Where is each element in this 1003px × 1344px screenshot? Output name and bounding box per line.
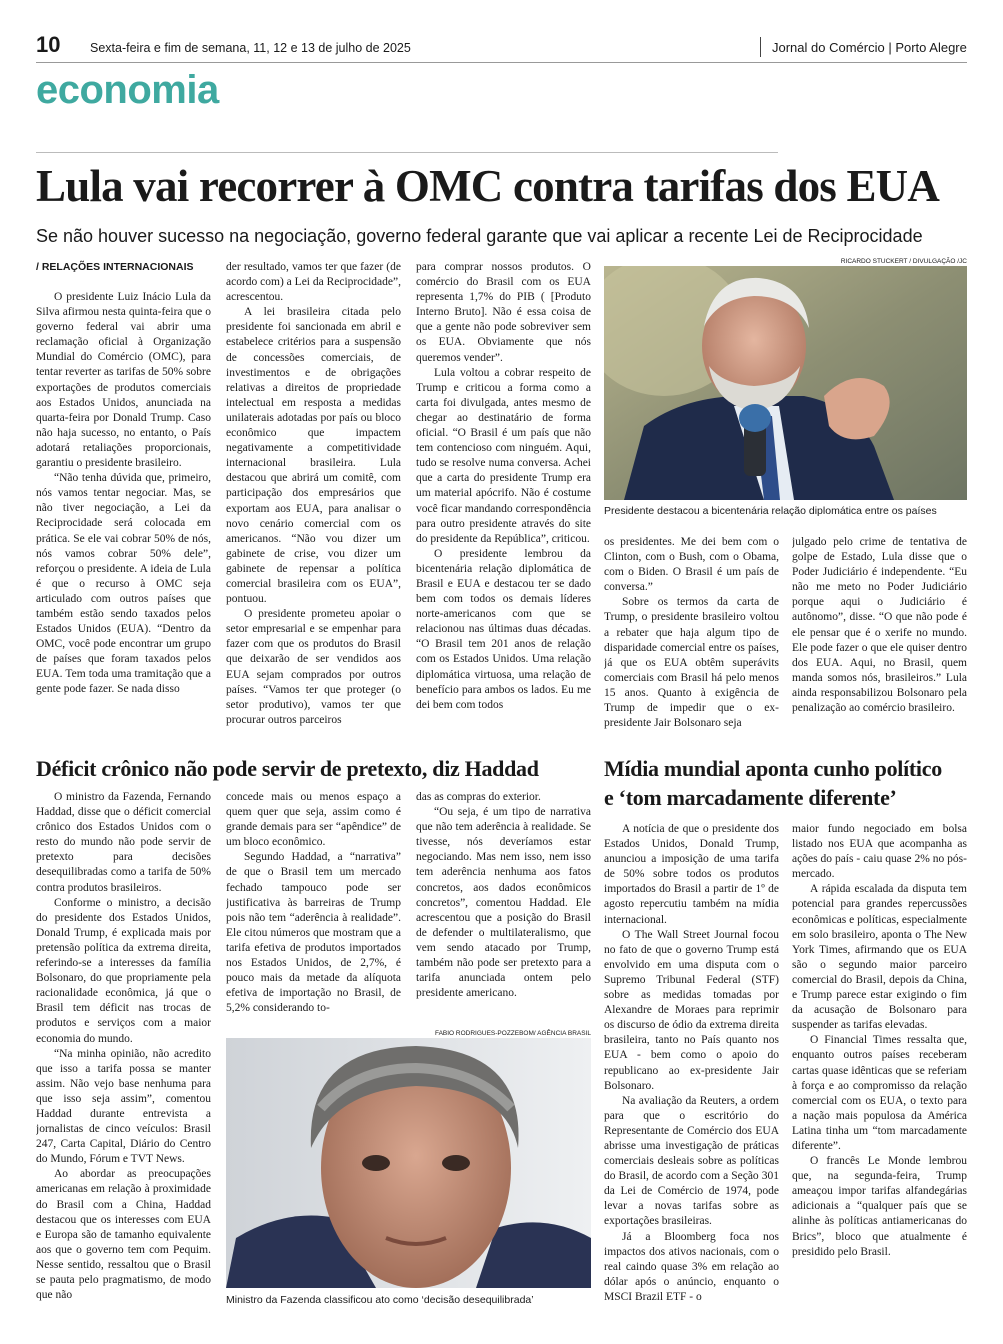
paragraph: “Na minha opinião, não acredito que isso a tarifa possa se manter assim. Não vejo base nenhuma para que isso seja assim”, comentou Haddad durante entrevista a jornalistas de cinco veículos: Brasil 247, Carta Capital, Diário do Centro do Mundo, Fórum e TVT News. (36, 1047, 211, 1166)
photo-caption: Ministro da Fazenda classificou ato como ‘decisão desequilibrada’ (226, 1294, 534, 1306)
haddad-column-3 (416, 790, 591, 1025)
photo-caption: Presidente destacou a bicentenária relação diplomática entre os países (604, 505, 937, 517)
paragraph: Sobre os termos da carta de Trump, o presidente brasileiro voltou a rebater que haja algum tipo de disparidade comercial entre os países, já que os EUA obtêm superávits comerciais com Brasil há pelo menos 15 anos. Quanto à exigência de Trump de impedir que o ex-presidente Jair Bolsonaro seja (604, 596, 779, 730)
paragraph: “Ou seja, é um tipo de narrativa que não tem aderência à realidade. Se tivesse, nós deveríamos estar negociando. Mas nem isso, nem isso tem aderência nenhuma aos fatos concretos, aos dados econômicos concretos”, comentou Haddad. Ele acrescentou que a posição do Brasil de defender o multilateralismo, que vem sendo atacado por Trump, também não pode ser pretexto para a tarifa anunciada ontem pelo presidente americano. (416, 806, 591, 1000)
main-column-4 (604, 535, 779, 735)
paragraph: os presidentes. Me dei bem com o Clinton, com o Bush, com o Obama, com o Biden. O Brasil é um país de conversa.” (604, 536, 779, 594)
section-title: economia (36, 68, 219, 112)
paragraph: Na avaliação da Reuters, a ordem para que o escritório do Representante de Comércio dos EUA abrisse uma investigação de práticas comerciais desleais sobre as políticas do Brasil, de acordo com a Seção 301 da Lei de Comércio de 1974, pode levar a novas tarifas sobre as exportações brasileiras. (604, 1094, 779, 1228)
paragraph: Lula voltou a cobrar respeito de Trump e criticou a forma como a carta foi divulgada, antes mesmo de chegar ao destinatário de forma oficial. “O Brasil é um país que não tem contencioso com ninguém. Aqui, tudo se resolve numa conversa. Achei que a carta do presidente Trump era um material apócrifo. Não é costume você ficar mandando correspondência para outro presidente através do site do presidente da República”, criticou. (416, 366, 591, 545)
paragraph: O ministro da Fazenda, Fernando Haddad, disse que o déficit comercial crônico dos Estados Unidos com o resto do mundo não pode servir de pretexto para decisões desequilibradas como a tarifa de 50% contra produtos brasileiros. (36, 791, 211, 894)
paragraph: concede mais ou menos espaço a quem quer que seja, assim como é grande demais para ser “apêndice” de um bloco econômico. (226, 791, 401, 849)
paragraph: Segundo Haddad, a “narrativa” de que o Brasil tem um mercado fechado tampouco pode ser justificativa às barreiras de Trump pois não tem “aderência à realidade”. Ele citou números que mostram que a tarifa efetiva de produtos importados nos Estados Unidos, de 2,7%, é pouco mais da metade da alíquota efetiva de importação no Brasil, de 5,2% considerando to- (226, 851, 401, 1015)
photo-credit: RICARDO STUCKERT / DIVULGAÇÃO /JC (840, 258, 967, 265)
paragraph: julgado pelo crime de tentativa de golpe de Estado, Lula disse que o Poder Judiciário é independente. “Eu não me meto no Poder Judiciário porque aqui o Judiciário é autônomo”, disse. “O que não pode é ele pensar que é o xerife no mundo. Ele pode fazer o que ele quiser dentro dos EUA. Aqui, no Brasil, quem manda somos nós, brasileiros.” Lula ainda responsabilizou Bolsonaro pela penalização ao comércio brasileiro. (792, 536, 967, 715)
page-number: 10 (36, 32, 61, 57)
paragraph: “Não tenha dúvida que, primeiro, nós vamos tentar negociar. Mas, se não tiver negociação, a Lei da Reciprocidade será colocada em prática. Se ele vai cobrar 50% de nós, nós vamos cobrar 50% dele”, reforçou o presidente. A ideia de Lula é que o recurso à OMC seja articulado com outros países que também estão sendo taxados pelos Estados Unidos (EUA). “Dentro da OMC, você pode encontrar um grupo de países que foram taxados pelos EUA. Tem toda uma tramitação que a gente pode fazer. Se nada disso (36, 472, 211, 696)
header-rule (36, 62, 967, 63)
photo-credit: FABIO RODRIGUES-POZZEBOM/ AGÊNCIA BRASIL (434, 1030, 591, 1037)
main-column-3 (416, 260, 591, 735)
midia-column-2 (792, 822, 967, 1312)
haddad-column-1 (36, 790, 211, 1310)
paragraph: Ao abordar as preocupações americanas em relação à proximidade do Brasil com a China, Haddad destacou que os interesses com EUA e Europa são de tamanho equivalente aos que o governo tem com Pequim. Nesse sentido, ressaltou que o Brasil se pauta pelo pragmatismo, de modo que não (36, 1168, 211, 1302)
paragraph: O presidente prometeu apoiar o setor empresarial e se empenhar para fazer com que os produtos do Brasil que deixarão de ser vendidos aos EUA sejam comprados por outros países. “Vamos ter que proteger (o setor produtivo), vamos ter que procurar outros parceiros (226, 608, 401, 726)
haddad-headline: Déficit crônico não pode servir de pretexto, diz Haddad (36, 756, 539, 781)
midia-headline-line-1: Mídia mundial aponta cunho político (604, 756, 942, 781)
paragraph: O The Wall Street Journal focou no fato de que o governo Trump está envolvido em uma disputa com o Supremo Tribunal Federal (STF) sobre as medidas tomadas por Alexandre de Moraes para reprimir os discurso de ódio da extrema direita brasileira, tanto no País quanto nos EUA - bem como o apoio do republicano ao ex-presidente Jair Bolsonaro. (604, 928, 779, 1092)
kicker: / RELAÇÕES INTERNACIONAIS (36, 261, 194, 273)
lula-photo (604, 266, 967, 500)
paragraph: O francês Le Monde lembrou que, na segunda-feira, Trump ameaçou impor tarifas alfandegárias adicionais a “qualquer país que se alinhe às políticas antiamericanas do Brics”, bloco que atualmente é presidido pelo Brasil. (792, 1155, 967, 1258)
paragraph: para comprar nossos produtos. O comércio do Brasil com os EUA representa 1,7% do PIB ( [Produto Interno Bruto]. Não é essa coisa de que a gente não pode sobreviver sem os EUA. Obviamente que nós queremos vender”. (416, 261, 591, 364)
paragraph: A notícia de que o presidente dos Estados Unidos, Donald Trump, anunciou a imposição de uma tarifa de 50% sobre todos os produtos importados do Brasil a partir de 1º de agosto repercutiu também na mídia internacional. (604, 823, 779, 926)
haddad-column-2 (226, 790, 401, 1025)
main-headline: Lula vai recorrer à OMC contra tarifas dos EUA (36, 161, 940, 211)
midia-column-1 (604, 822, 779, 1312)
paragraph: Já a Bloomberg foca nos impactos dos ativos nacionais, com o real caindo quase 3% em relação ao dólar após o anúncio, enquanto o MSCI Brazil ETF - o (604, 1230, 779, 1303)
header-separator (760, 37, 761, 57)
headline-rule (36, 152, 778, 153)
paragraph: maior fundo negociado em bolsa listado nos EUA que acompanha as ações do país - caiu quase 2% no pós-mercado. (792, 823, 967, 881)
paragraph: das as compras do exterior. (416, 791, 541, 803)
midia-headline (604, 754, 974, 812)
main-column-1 (36, 290, 211, 735)
main-subheadline: Se não houver sucesso na negociação, governo federal garante que vai aplicar a recente Lei de Reciprocidade (36, 226, 923, 246)
newspaper-name: Jornal do Comércio | Porto Alegre (772, 40, 967, 55)
paragraph: der resultado, vamos ter que fazer (de acordo com) a Lei da Reciprocidade”, acrescentou. (226, 261, 401, 304)
paragraph: O presidente Luiz Inácio Lula da Silva afirmou nesta quinta-feira que o governo federal vai abrir uma reclamação oficial à Organização Mundial do Comércio (OMC), para tentar reverter as tarifas de 50% sobre exportações de produtos comerciais aos Estados Unidos, anunciada na quarta-feira por Donald Trump. Caso não haja sucesso, no entanto, o País adotará retaliações proporcionais, garantiu o presidente brasileiro. (36, 291, 211, 470)
main-column-2 (226, 260, 401, 735)
paragraph: A rápida escalada da disputa tem potencial para grandes repercussões econômicas e políticas, especialmente em solo brasileiro, aponta o The New York Times, afirmando que os EUA são o segundo maior parceiro comercial do Brasil, depois da China, e Trump parece estar exigindo o fim da acusação de Bolsonaro para suspender as tarifas elevadas. (792, 883, 967, 1032)
haddad-photo (226, 1038, 591, 1288)
main-column-5 (792, 535, 967, 735)
paragraph: A lei brasileira citada pelo presidente foi sancionada em abril e estabelece critérios para a suspensão de concessões comerciais, de investimentos e de obrigações relativas a direitos de propriedade intelectual em resposta a medidas unilaterais adotadas por país ou bloco econômico que impactem negativamente a competitividade internacional brasileira. Lula destacou que abrirá um comitê, com participação dos empresários que exportam aos EUA, para analisar o novo cenário comercial com os americanos. “Não vou dizer um gabinete de crise, vou dizer um gabinete de repensar a política comercial brasileira com os EUA”, pontuou. (226, 306, 401, 606)
midia-headline-line-2: e ‘tom marcadamente diferente’ (604, 785, 897, 810)
dateline: Sexta-feira e fim de semana, 11, 12 e 13 de julho de 2025 (90, 41, 411, 55)
paragraph: O presidente lembrou da bicentenária relação diplomática de Brasil e EUA e destacou ter se dado bem com todos os demais líderes norte-americanos com que se relacionou nas últimas duas décadas. “O Brasil tem 201 anos de relação com os Estados Unidos. Uma relação diplomática virtuosa, uma relação de benefício para ambos os lados. Eu me dei bem com todos (416, 547, 591, 711)
paragraph: O Financial Times ressalta que, enquanto outros países receberam cartas quase idênticas que se referiam à força e ao compromisso da relação comercial com os EUA, o texto para a nação mais populosa da América Latina tinha um “tom marcadamente diferente”. (792, 1034, 967, 1152)
paragraph: Conforme o ministro, a decisão do presidente dos Estados Unidos, Donald Trump, é explicada mais por pretensão política da extrema direita, referindo-se a interesses da família Bolsonaro, do que propriamente pela racionalidade econômica, já que o Brasil tem déficit nas trocas de produtos e serviços com a maior economia do mundo. (36, 896, 211, 1045)
